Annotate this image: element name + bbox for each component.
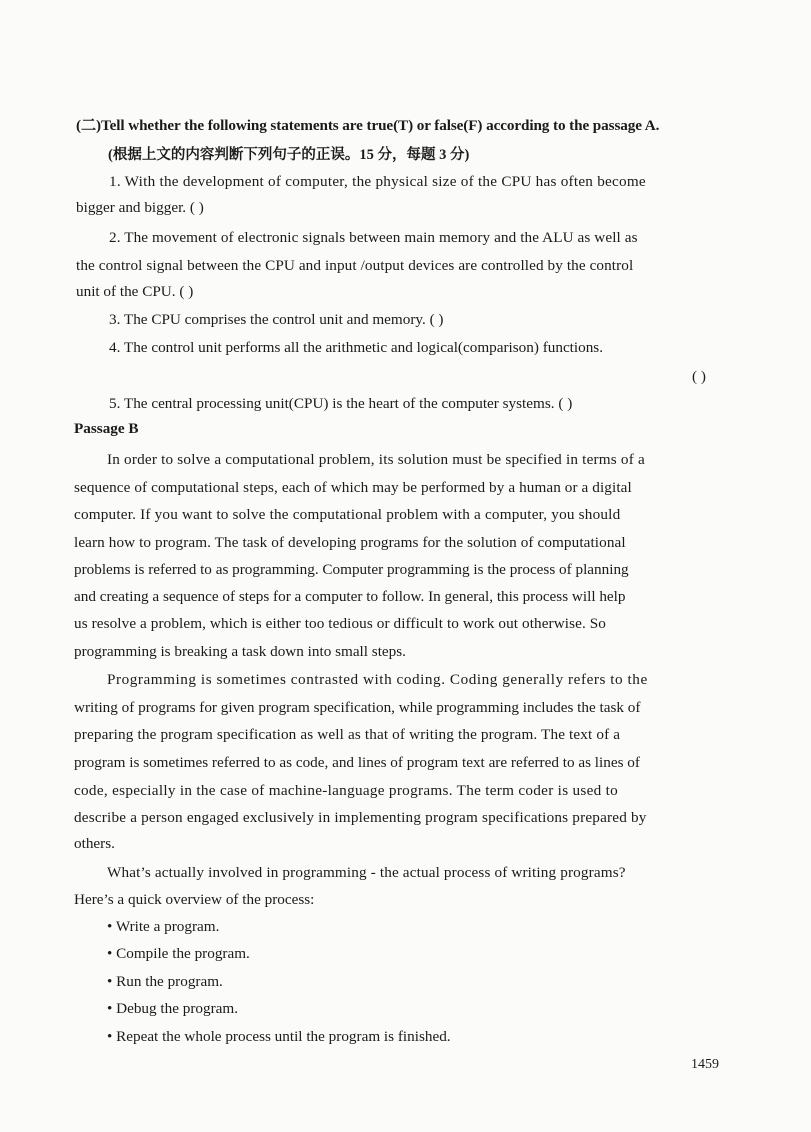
passage-paragraph-2-line-2: writing of programs for given program specification, while programming includes the task of [74, 699, 641, 716]
passage-title: Passage B [74, 420, 139, 437]
passage-paragraph-1-line-8: programming is breaking a task down into small steps. [74, 643, 406, 660]
list-item: • Run the program. [107, 973, 223, 990]
passage-paragraph-1-line-4: learn how to program. The task of developing programs for the solution of computational [74, 534, 626, 551]
question-2-line-3: unit of the CPU. ( ) [76, 283, 194, 300]
question-2-line-1: 2. The movement of electronic signals between main memory and the ALU as well as [109, 229, 638, 246]
passage-paragraph-1-line-2: sequence of computational steps, each of which may be performed by a human or a digital [74, 479, 632, 496]
question-2-line-2: the control signal between the CPU and input /output devices are controlled by the control [76, 257, 634, 274]
passage-paragraph-2-line-4: program is sometimes referred to as code, and lines of program text are referred to as lines of [74, 754, 640, 771]
passage-paragraph-3-line-2: Here’s a quick overview of the process: [74, 891, 315, 908]
question-3: 3. The CPU comprises the control unit and memory. ( ) [109, 311, 444, 328]
passage-paragraph-2-line-7: others. [74, 835, 115, 852]
section-instruction: (根据上文的内容判断下列句子的正误。15 分，每题 3 分) [108, 147, 470, 163]
passage-paragraph-2-line-3: preparing the program specification as well as that of writing the program. The text of a [74, 726, 621, 743]
passage-paragraph-2-line-6: describe a person engaged exclusively in implementing program specifications prepared by [74, 809, 647, 826]
page-number: 1459 [691, 1057, 719, 1072]
question-4-answer-blank: ( ) [692, 368, 706, 385]
section-heading: (二)Tell whether the following statements are true(T) or false(F) according to the passage A. [76, 117, 660, 134]
list-item: • Compile the program. [107, 945, 250, 962]
list-item: • Write a program. [107, 918, 220, 935]
question-1-line-1: 1. With the development of computer, the physical size of the CPU has often become [109, 173, 646, 190]
passage-paragraph-1-line-1: In order to solve a computational problem, its solution must be specified in terms of a [107, 451, 645, 468]
passage-paragraph-1-line-7: us resolve a problem, which is either too tedious or difficult to work out otherwise. So [74, 615, 606, 632]
list-item: • Debug the program. [107, 1000, 238, 1017]
passage-paragraph-1-line-5: problems is referred to as programming. Computer programming is the process of planning [74, 561, 629, 578]
question-4-line-1: 4. The control unit performs all the arithmetic and logical(comparison) functions. [109, 339, 604, 356]
passage-paragraph-3-line-1: What’s actually involved in programming - the actual process of writing programs? [107, 864, 626, 881]
list-item: • Repeat the whole process until the program is finished. [107, 1028, 451, 1045]
passage-paragraph-1-line-3: computer. If you want to solve the computational problem with a computer, you should [74, 506, 621, 523]
passage-paragraph-2-line-5: code, especially in the case of machine-language programs. The term coder is used to [74, 782, 619, 799]
question-5: 5. The central processing unit(CPU) is the heart of the computer systems. ( ) [109, 395, 573, 412]
passage-paragraph-1-line-6: and creating a sequence of steps for a computer to follow. In general, this process will help [74, 588, 626, 605]
question-1-line-2: bigger and bigger. ( ) [76, 199, 204, 216]
passage-paragraph-2-line-1: Programming is sometimes contrasted with coding. Coding generally refers to the [107, 671, 648, 688]
